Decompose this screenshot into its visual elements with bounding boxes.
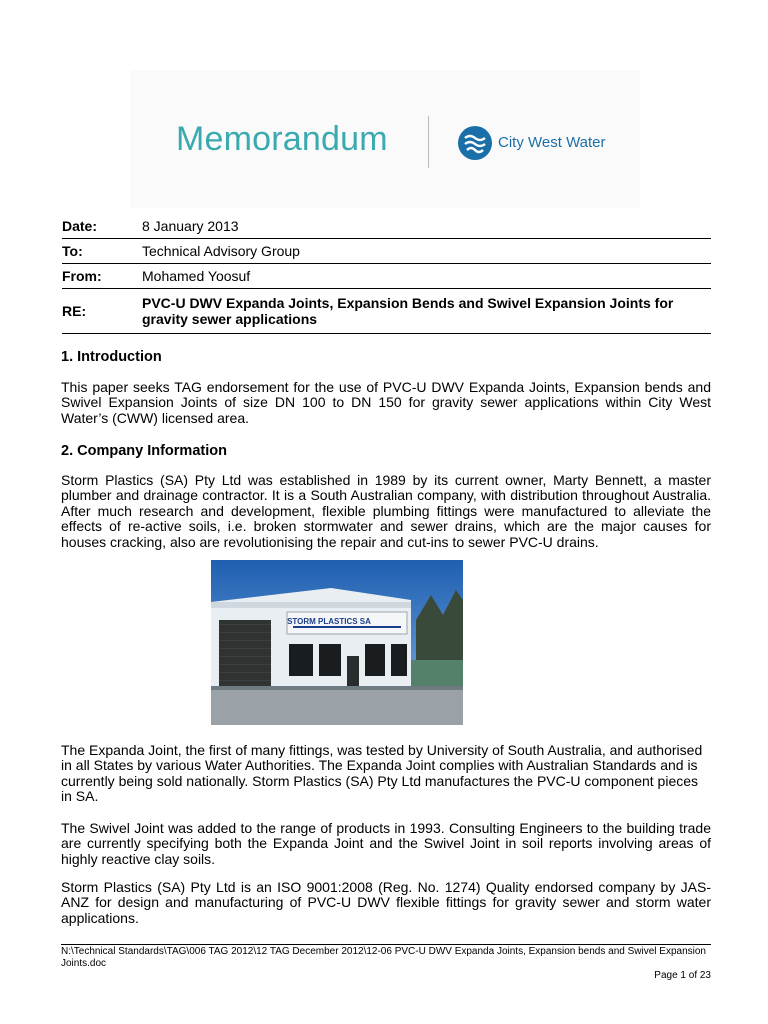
date-value: 8 January 2013: [142, 213, 711, 239]
header-divider: [428, 116, 429, 168]
from-label: From:: [62, 264, 142, 289]
storm-plastics-building-photo: [211, 560, 463, 725]
re-value: PVC-U DWV Expanda Joints, Expansion Bends and Swivel Expansion Joints for gravity sewer applications: [142, 289, 711, 334]
memo-details-table: [62, 213, 711, 334]
iso-paragraph: Storm Plastics (SA) Pty Ltd is an ISO 9001:2008 (Reg. No. 1274) Quality endorsed company by JAS-ANZ for design and manufacturing of PVC-U DWV flexible fittings for gravity sewer and storm water applications.: [61, 879, 711, 926]
to-value: Technical Advisory Group: [142, 239, 711, 264]
company-paragraph: Storm Plastics (SA) Pty Ltd was established in 1989 by its current owner, Marty Bennett, a master plumber and drainage contractor. It is a South Australian company, with distribution throughout Australia. After much research and development, flexible plumbing fittings were manufactured to alleviate the effects of re-active soils, i.e. broken stormwater and sewer drains, which are the major causes for houses cracking, also are revolutionising the repair and cut-ins to sewer PVC-U drains.: [61, 472, 711, 550]
photo-sign-text: STORM PLASTICS SA: [287, 617, 371, 626]
date-label: Date:: [62, 213, 142, 239]
expanda-joint-paragraph: The Expanda Joint, the first of many fittings, was tested by University of South Australia, and authorised in all States by various Water Authorities. The Expanda Joint complies with Australian Standards and is currently being sold nationally. Storm Plastics (SA) Pty Ltd manufactures the PVC-U component pieces in SA.: [61, 742, 703, 805]
city-west-water-logo-icon: [457, 125, 493, 161]
to-label: To:: [62, 239, 142, 264]
company-information-heading: 2. Company Information: [61, 443, 227, 459]
from-value: Mohamed Yoosuf: [142, 264, 711, 289]
introduction-heading: 1. Introduction: [61, 349, 162, 365]
footer-divider: [61, 944, 711, 945]
swivel-joint-paragraph: The Swivel Joint was added to the range of products in 1993. Consulting Engineers to the building trade are currently specifying both the Expanda Joint and the Swivel Joint in soil reports involving areas of highly reactive clay soils.: [61, 820, 711, 867]
footer-file-path: N:\Technical Standards\TAG\006 TAG 2012\12 TAG December 2012\12-06 PVC-U DWV Expanda Joints, Expansion bends and Swivel Expansion Joints.doc: [61, 946, 706, 969]
introduction-paragraph: This paper seeks TAG endorsement for the use of PVC-U DWV Expanda Joints, Expansion bends and Swivel Expansion Joints of size DN 100 to DN 150 for gravity sewer applications within City West Water’s (CWW) licensed area.: [61, 379, 711, 426]
org-name: City West Water: [498, 134, 606, 151]
page-number: Page 1 of 23: [654, 970, 711, 981]
memo-title: Memorandum: [176, 120, 388, 158]
re-label: RE:: [62, 289, 142, 334]
